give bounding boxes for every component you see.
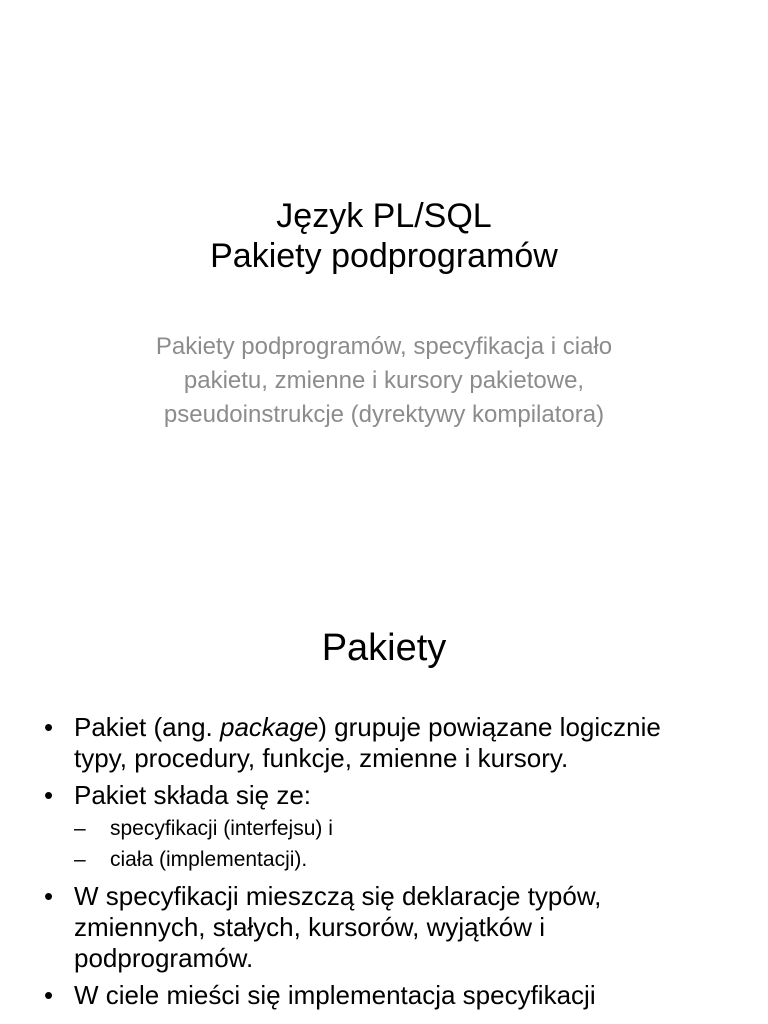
title-line-1: Język PL/SQL (276, 197, 492, 235)
bullet-italic-term: package (219, 712, 319, 742)
bullet-item (42, 881, 682, 974)
bullet-marker: • (44, 780, 54, 810)
sub-bullet-list (74, 813, 682, 875)
bullet-marker: • (44, 712, 54, 742)
slide-subtitle: Pakiety podprogramów, specyfikacja i ciało pakietu, zmienne i kursory pakietowe, pseudoinstrukcje (dyrektywy kompilatora) (155, 333, 613, 428)
slide-content (42, 712, 682, 1017)
bullet-item (42, 980, 682, 1011)
bullet-text: W specyfikacji mieszczą się deklaracje typów, zmiennych, stałych, kursorów, wyjątków i podprogramów. (74, 881, 602, 973)
bullet-marker: • (44, 881, 54, 911)
bullet-item (42, 712, 682, 774)
sub-bullet-marker: – (74, 848, 86, 871)
slide-title (0, 196, 768, 276)
slide-heading: Pakiety (321, 627, 447, 669)
bullet-text-start: Pakiet (ang. (74, 712, 220, 742)
sub-bullet-item (74, 844, 682, 875)
sub-bullet-text: specyfikacji (interfejsu) i (110, 817, 333, 840)
sub-bullet-item (74, 813, 682, 844)
bullet-text: Pakiet składa się ze: (74, 780, 312, 810)
title-line-2: Pakiety podprogramów (210, 237, 558, 275)
bullet-item (42, 780, 682, 875)
bullet-marker: • (44, 980, 54, 1010)
bullet-text-end: ) grupuje powiązane logicznie typy, procedury, funkcje, zmienne i kursory. (74, 712, 661, 773)
sub-bullet-marker: – (74, 817, 86, 840)
bullet-list (42, 712, 682, 1011)
sub-bullet-text: ciała (implementacji). (110, 848, 308, 871)
content-slide (0, 576, 768, 1024)
bullet-text: W ciele mieści się implementacja specyfikacji (74, 980, 596, 1010)
